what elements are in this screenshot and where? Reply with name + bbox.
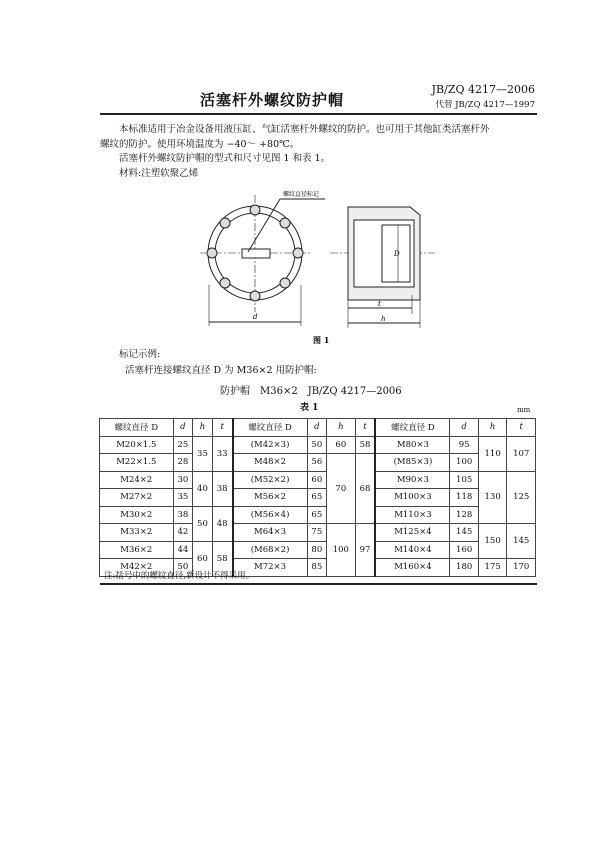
thread-diameter-cell: (M52×2): [233, 471, 307, 489]
thread-diameter-cell: M20×1.5: [100, 436, 174, 454]
t-cell: 48: [212, 506, 232, 541]
t-cell: 68: [355, 454, 375, 524]
d-cell: 28: [173, 454, 193, 472]
example-designation: 防护帽 M36×2 JB/ZQ 4217—2006: [220, 386, 402, 397]
d-cell: 105: [450, 471, 478, 489]
material: 材料:注塑软聚乙烯: [119, 168, 199, 179]
d-cell: 30: [173, 471, 193, 489]
table-caption: 表 1: [300, 403, 319, 413]
t-cell: 97: [355, 524, 375, 577]
t-cell: 145: [507, 524, 536, 559]
scope-line-2: 螺纹的防护。使用环境温度为 −40～ +80℃。: [100, 139, 300, 150]
column-header: 螺纹直径 D: [233, 419, 307, 437]
thread-diameter-cell: M64×3: [233, 524, 307, 542]
thread-diameter-cell: (M68×2): [233, 541, 307, 559]
h-cell: 100: [327, 524, 355, 577]
table-unit: mm: [517, 406, 531, 414]
table-header-row: [100, 419, 536, 437]
thread-diameter-cell: M110×3: [375, 506, 449, 524]
table-row: [100, 489, 536, 507]
table-row: [100, 454, 536, 472]
column-header: 螺纹直径 D: [375, 419, 449, 437]
thread-diameter-cell: (M56×4): [233, 506, 307, 524]
thread-diameter-cell: M24×2: [100, 471, 174, 489]
thread-diameter-cell: M80×3: [375, 436, 449, 454]
d-cell: 65: [307, 506, 327, 524]
dim-D-label: D: [394, 250, 400, 258]
d-cell: 95: [450, 436, 478, 454]
leader-label: 螺纹直径标记: [283, 191, 320, 198]
thread-diameter-cell: M36×2: [100, 541, 174, 559]
d-cell: 50: [307, 436, 327, 454]
h-cell: 50: [193, 506, 213, 541]
d-cell: 80: [307, 541, 327, 559]
thread-diameter-cell: M56×2: [233, 489, 307, 507]
figure-caption: 图 1: [313, 335, 330, 345]
d-cell: 65: [307, 489, 327, 507]
table-note: 注:括号中的螺纹直径,新设计不得采用。: [104, 571, 255, 581]
d-cell: 56: [307, 454, 327, 472]
thread-diameter-cell: M100×3: [375, 489, 449, 507]
h-cell: 70: [327, 454, 355, 524]
h-cell: 175: [478, 559, 506, 577]
h-cell: 110: [478, 436, 506, 471]
t-cell: 58: [212, 541, 232, 576]
d-cell: 50: [173, 559, 193, 577]
d-cell: 128: [450, 506, 478, 524]
thread-diameter-cell: M27×2: [100, 489, 174, 507]
thread-diameter-cell: M90×3: [375, 471, 449, 489]
thread-diameter-cell: M42×2: [100, 559, 174, 577]
h-cell: 60: [193, 541, 213, 576]
column-header: 螺纹直径 D: [100, 419, 174, 437]
dim-t-label: t: [378, 300, 381, 308]
thread-diameter-cell: (M42×3): [233, 436, 307, 454]
table-row: [100, 506, 536, 524]
h-cell: 150: [478, 524, 506, 559]
d-cell: 145: [450, 524, 478, 542]
thread-diameter-cell: (M85×3): [375, 454, 449, 472]
d-cell: 75: [307, 524, 327, 542]
dim-h-label: h: [381, 315, 386, 323]
footer-rule: [100, 583, 537, 585]
table-row: [100, 541, 536, 559]
d-cell: 118: [450, 489, 478, 507]
example-heading: 标记示例:: [119, 349, 161, 360]
example-line: 活塞杆连接螺纹直径 D 为 M36×2 用防护帽:: [125, 365, 317, 376]
thread-diameter-cell: M125×4: [375, 524, 449, 542]
d-cell: 60: [307, 471, 327, 489]
column-header: t: [355, 419, 375, 437]
table-row: [100, 524, 536, 542]
header-rule: [100, 113, 537, 115]
thread-diameter-cell: M160×4: [375, 559, 449, 577]
t-cell: 125: [507, 471, 536, 524]
dimensions-table: [99, 418, 536, 577]
document-title: 活塞杆外螺纹防护帽: [200, 91, 345, 109]
column-header: d: [173, 419, 193, 437]
thread-diameter-cell: M30×2: [100, 506, 174, 524]
t-cell: 107: [507, 436, 536, 471]
t-cell: 38: [212, 471, 232, 506]
h-cell: 40: [193, 471, 213, 506]
column-header: t: [212, 419, 232, 437]
form-reference: 活塞杆外螺纹防护帽的型式和尺寸见图 1 和表 1。: [119, 153, 331, 164]
d-cell: 44: [173, 541, 193, 559]
h-cell: 35: [193, 436, 213, 471]
d-cell: 35: [173, 489, 193, 507]
d-cell: 42: [173, 524, 193, 542]
t-cell: 58: [355, 436, 375, 454]
column-header: h: [193, 419, 213, 437]
column-header: h: [478, 419, 506, 437]
thread-diameter-cell: M48×2: [233, 454, 307, 472]
scope-line-1: 本标准适用于冶金设备用液压缸、气缸活塞杆外螺纹的防护。也可用于其他缸类活塞杆外: [119, 124, 490, 135]
h-cell: 130: [478, 471, 506, 524]
thread-diameter-cell: M140×4: [375, 541, 449, 559]
d-cell: 38: [173, 506, 193, 524]
standard-number: JB/ZQ 4217—2006: [431, 83, 535, 96]
table-row: [100, 471, 536, 489]
d-cell: 180: [450, 559, 478, 577]
thread-diameter-cell: M72×3: [233, 559, 307, 577]
d-cell: 25: [173, 436, 193, 454]
column-header: d: [450, 419, 478, 437]
t-cell: 170: [507, 559, 536, 577]
column-header: h: [327, 419, 355, 437]
column-header: d: [307, 419, 327, 437]
column-header: t: [507, 419, 536, 437]
table-row: [100, 436, 536, 454]
d-cell: 85: [307, 559, 327, 577]
d-cell: 160: [450, 541, 478, 559]
thread-diameter-cell: M33×2: [100, 524, 174, 542]
replaces-standard: 代替 JB/ZQ 4217—1997: [435, 100, 535, 110]
t-cell: 33: [212, 436, 232, 471]
h-cell: 60: [327, 436, 355, 454]
thread-diameter-cell: M22×1.5: [100, 454, 174, 472]
dim-d-label: d: [253, 313, 258, 321]
d-cell: 100: [450, 454, 478, 472]
figure-1-drawing: [200, 190, 440, 350]
